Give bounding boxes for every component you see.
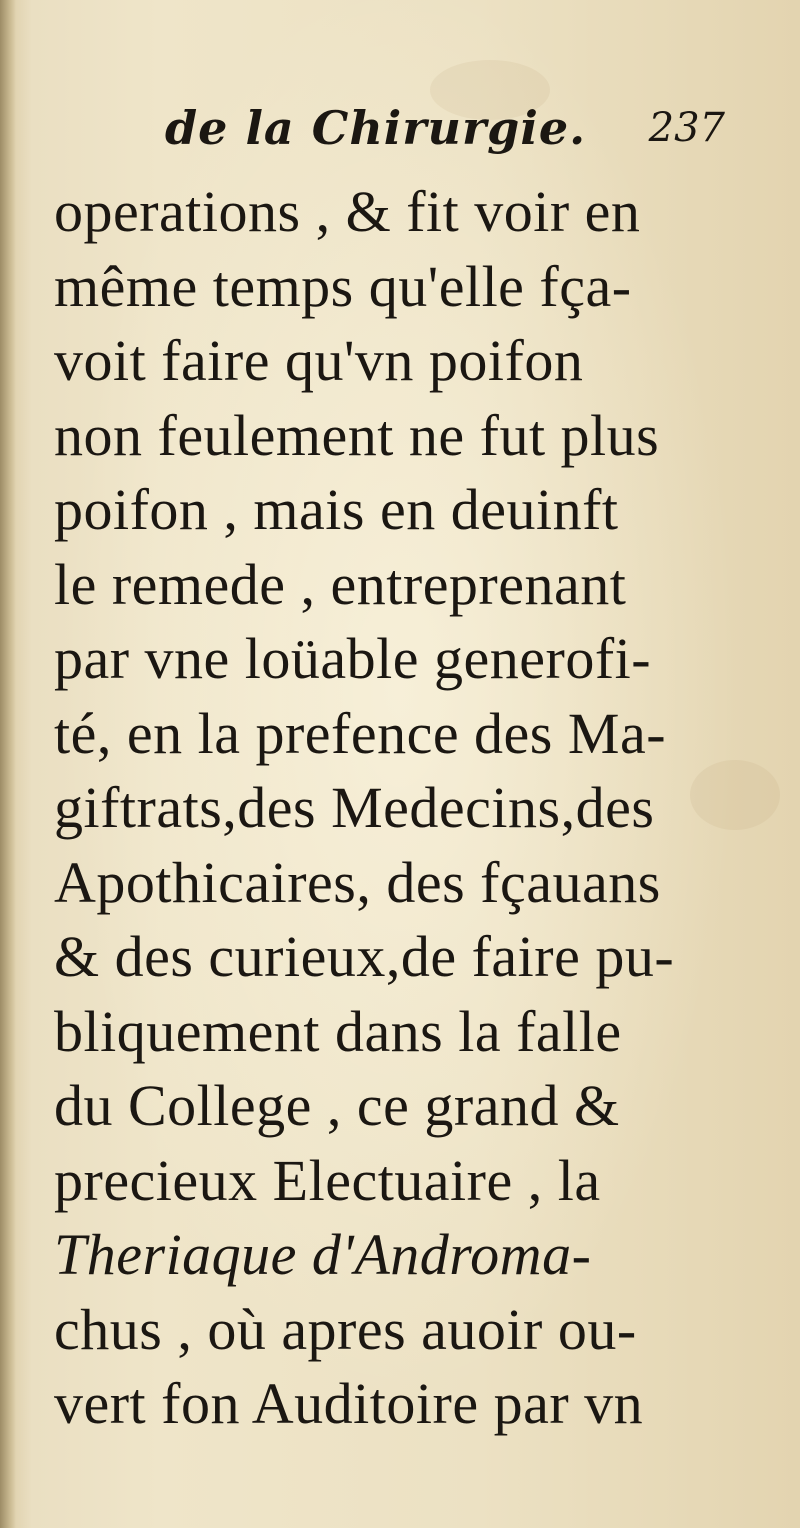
text-line: non feulement ne fut plus — [54, 402, 660, 468]
text-line: bliquement dans la falle — [54, 998, 622, 1064]
page-number: 237 — [648, 105, 725, 151]
page-binding-edge — [0, 0, 16, 1528]
text-line: même temps qu'elle fça- — [54, 253, 632, 319]
text-line: operations , & fit voir en — [54, 179, 641, 244]
text-line: chus , où apres auoir ou- — [54, 1296, 637, 1362]
text-line: par vne loüable generofi- — [54, 626, 652, 691]
text-line: giftrats,des Medecins,des — [54, 775, 655, 840]
text-line: voit faire qu'vn poifon — [54, 328, 584, 393]
text-line: & des curieux,de faire pu- — [54, 924, 675, 989]
text-line: té, en la prefence des Ma- — [54, 700, 667, 766]
text-line: Apothicaires, des fçauans — [54, 849, 661, 915]
text-line: poifon , mais en deuinft — [54, 477, 619, 542]
page-header — [165, 92, 725, 164]
text-line: vert fon Auditoire par vn — [54, 1371, 644, 1436]
text-line: precieux Electuaire , la — [54, 1147, 601, 1213]
running-title: de la Chirurgie. — [165, 101, 587, 155]
text-line: Theriaque d'Androma- — [54, 1222, 592, 1287]
body-text — [54, 175, 714, 1442]
text-line: le remede , entreprenant — [54, 551, 627, 617]
text-line: du College , ce grand & — [54, 1073, 620, 1138]
